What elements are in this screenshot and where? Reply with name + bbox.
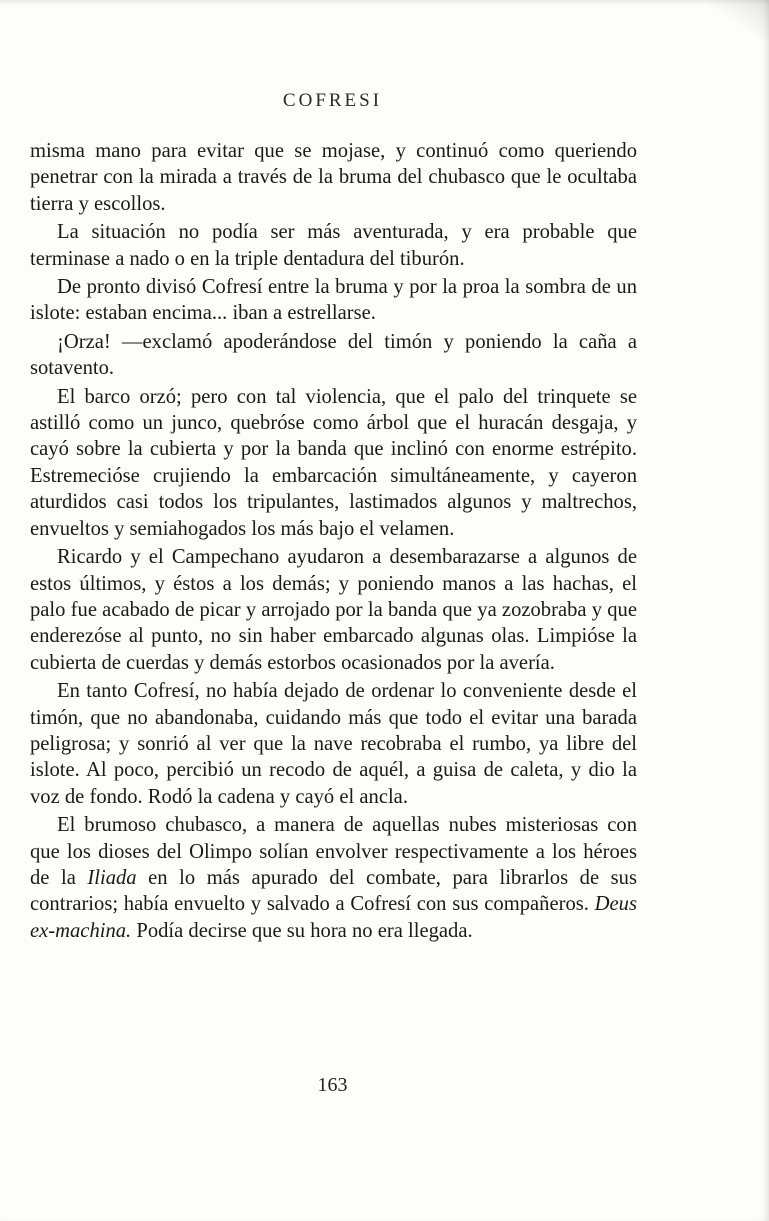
paragraph-7: En tanto Cofresí, no había dejado de ordenar lo conveniente desde el timón, que no abandonaba, cuidando más que todo el evitar una barada peligrosa; y sonrió al ver que la nave recobraba el rumbo, ya libre del islote. Al poco, percibió un recodo de aquél, a guisa de caleta, y dio la voz de fondo. Rodó la cadena y cayó el ancla. xyxy=(30,680,637,808)
body-text xyxy=(30,138,637,944)
paragraph-5: El barco orzó; pero con tal violencia, que el palo del trinquete se astilló como un junco, quebróse como árbol que el huracán desgaja, y cayó sobre la cubierta y por la banda que inclinó con enorme estrépito. Estremecióse crujiendo la embarcación simultáneamente, y cayeron aturdidos casi todos los tripulantes, lastimados algunos y maltrechos, envueltos y semiahogados los más bajo el velamen. xyxy=(30,385,637,540)
paragraph-4: ¡Orza! —exclamó apoderándose del timón y poniendo la caña a sotavento. xyxy=(30,330,637,380)
running-head: COFRESI xyxy=(282,90,383,111)
page-number: 163 xyxy=(317,1074,348,1096)
paragraph-3: De pronto divisó Cofresí entre la bruma y por la proa la sombra de un islote: estaban encima... iban a estrellarse. xyxy=(30,276,637,325)
paragraph-8-part1: El brumoso chubasco, a manera de aquellas nubes misteriosas con que los dioses del Olimpo solían envolver respectivamente a los héroes de la xyxy=(30,814,637,889)
paragraph-1: misma mano para evitar que se mojase, y continuó como queriendo penetrar con la mirada a través de la bruma del chubasco que le ocultaba tierra y escollos. xyxy=(30,140,637,215)
page-corner-shadow xyxy=(709,0,769,40)
paragraph-8-part3: Podía decirse que su hora no era llegada. xyxy=(131,919,473,942)
paragraph-6: Ricardo y el Campechano ayudaron a desembarazarse a algunos de estos últimos, y éstos a los demás; y poniendo manos a las hachas, el palo fue acabado de picar y arrojado por la banda que ya zozobraba y que enderezóse al punto, no sin haber embarcado algunas olas. Limpióse la cubierta de cuerdas y demás estorbos ocasionados por la avería. xyxy=(30,546,637,674)
paragraph-8-part2: en lo más apurado del combate, para librarlos de sus contrarios; había envuelto y salvado a Cofresí con sus compañeros. xyxy=(30,866,637,916)
italic-title-iliada: Iliada xyxy=(87,866,137,889)
italic-deus-ex-machina: Deus ex-machina. xyxy=(30,893,637,942)
paragraph-2: La situación no podía ser más aventurada, y era probable que terminase a nado o en la triple dentadura del tiburón. xyxy=(30,221,637,270)
paragraph-8 xyxy=(30,812,637,944)
